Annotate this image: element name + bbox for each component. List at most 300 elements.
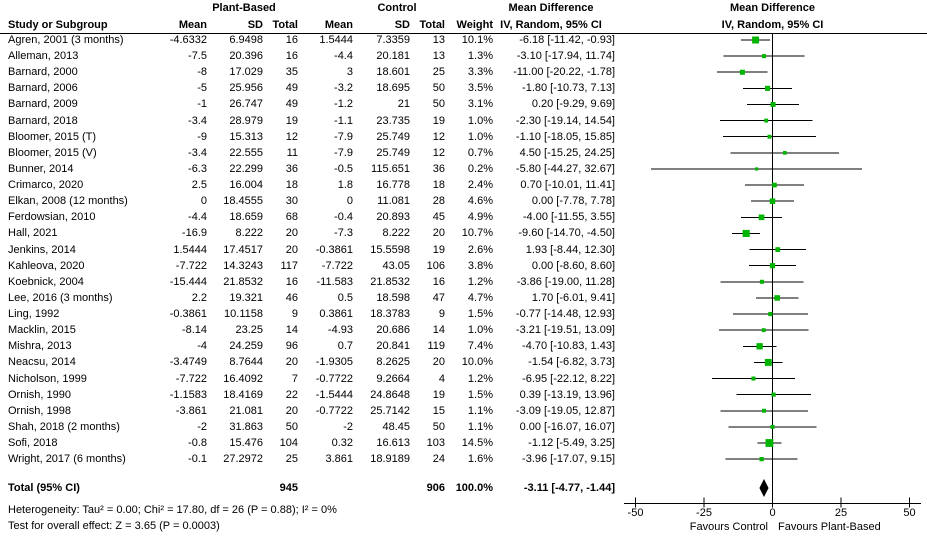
ctrl-mean: -1.1 [334, 114, 353, 127]
md-ci: -6.18 [-11.42, -0.93] [519, 34, 615, 46]
md-ci: 1.93 [-8.44, 12.30] [525, 243, 615, 256]
ctrl-sd: 16.613 [376, 437, 410, 449]
study-name: Ornish, 1998 [8, 404, 71, 417]
ctrl-total: 20 [432, 356, 445, 369]
pb-mean: 2.2 [191, 291, 207, 304]
md-ci: 1.70 [-6.01, 9.41] [531, 291, 615, 304]
ctrl-sd: 15.5598 [370, 243, 410, 256]
pb-sd: 31.863 [229, 420, 263, 433]
md-ci: -2.30 [-19.14, 14.54] [515, 114, 615, 127]
md-ci: -11.00 [-20.22, -1.78] [513, 66, 615, 79]
weight: 3.8% [467, 259, 493, 272]
ctrl-mean: -0.7722 [315, 372, 353, 385]
ctrl-sd: 25.749 [376, 130, 410, 143]
weight: 3.5% [467, 82, 493, 95]
study-row [0, 48, 927, 64]
study-name: Jenkins, 2014 [8, 243, 76, 256]
pb-total: 49 [285, 98, 298, 111]
pb-total: 22 [285, 388, 298, 401]
study-row [0, 209, 927, 225]
group-header-plant-based: Plant-Based [212, 2, 276, 14]
md-ci: 0.00 [-16.07, 16.07] [519, 420, 615, 433]
study-name: Koebnick, 2004 [8, 275, 84, 288]
pb-mean: -0.3861 [169, 308, 207, 321]
ctrl-total: 36 [432, 162, 445, 175]
study-row [0, 322, 927, 338]
pb-total: 7 [291, 372, 298, 385]
col-ctrl-mean-header: Mean [324, 19, 353, 31]
pb-mean: -2 [197, 420, 207, 433]
ctrl-mean: -1.5444 [315, 388, 353, 401]
ctrl-mean: -11.583 [316, 275, 353, 288]
md-ci: 0.00 [-7.78, 7.78] [531, 195, 615, 208]
ctrl-mean: -7.722 [321, 259, 353, 272]
ctrl-total: 19 [432, 114, 445, 127]
pb-total: 50 [285, 420, 298, 433]
axis-tick-label: -50 [627, 507, 644, 519]
ctrl-mean: -7.3 [334, 227, 353, 240]
md-ci: -6.95 [-22.12, 8.22] [522, 372, 615, 385]
study-name: Sofi, 2018 [8, 437, 58, 449]
ctrl-total: 28 [432, 195, 445, 208]
weight: 1.2% [467, 275, 493, 288]
pb-mean: -15.444 [169, 275, 207, 288]
pb-total: 20 [285, 404, 298, 417]
md-ci: -3.86 [-19.00, 11.28] [516, 275, 615, 288]
ctrl-total: 50 [432, 82, 445, 95]
pb-total: 20 [285, 243, 298, 256]
study-name: Wright, 2017 (6 months) [8, 453, 126, 466]
md-ci: -1.54 [-6.82, 3.73] [528, 356, 615, 369]
pb-sd: 21.8532 [223, 275, 263, 288]
md-ci: -3.09 [-19.05, 12.87] [515, 404, 615, 417]
ctrl-sd: 8.2625 [376, 356, 410, 369]
weight: 2.6% [467, 243, 493, 256]
pb-mean: -7.722 [175, 259, 207, 272]
ctrl-mean: -0.5 [334, 162, 353, 175]
ctrl-total: 13 [432, 34, 445, 46]
ctrl-total: 16 [432, 275, 445, 288]
pb-mean: 2.5 [191, 179, 207, 192]
pb-sd: 20.396 [229, 50, 263, 63]
study-name: Lee, 2016 (3 months) [8, 291, 113, 304]
pb-sd: 18.4169 [223, 388, 263, 401]
weight: 1.2% [467, 372, 493, 385]
study-name: Bunner, 2014 [8, 162, 74, 175]
study-name: Agren, 2001 (3 months) [8, 34, 124, 46]
col-pb-sd-header: SD [247, 19, 263, 31]
pb-total: 96 [285, 340, 298, 353]
study-row [0, 64, 927, 80]
pb-mean: -1 [197, 98, 207, 111]
weight: 1.3% [467, 50, 493, 63]
pb-total: 16 [285, 34, 298, 46]
pb-sd: 21.081 [229, 404, 263, 417]
ctrl-mean: 0 [346, 195, 353, 208]
ctrl-sd: 18.3783 [370, 308, 410, 321]
ctrl-mean: -4.4 [334, 50, 353, 63]
pb-total: 49 [285, 82, 298, 95]
pb-mean: -7.722 [175, 372, 207, 385]
pb-mean: -3.4749 [169, 356, 207, 369]
ctrl-mean: -7.9 [334, 146, 353, 159]
ctrl-total: 18 [432, 179, 445, 192]
ctrl-total: 14 [432, 324, 445, 337]
pb-mean: 0 [200, 195, 207, 208]
study-name: Macklin, 2015 [8, 324, 76, 337]
study-name: Bloomer, 2015 (V) [8, 146, 97, 159]
study-name: Mishra, 2013 [8, 340, 72, 353]
weight: 1.6% [467, 453, 493, 466]
pb-total: 104 [279, 437, 298, 449]
study-name: Ferdowsian, 2010 [8, 211, 96, 224]
study-row [0, 96, 927, 112]
ctrl-total: 20 [432, 227, 445, 240]
ctrl-sd: 23.735 [376, 114, 410, 127]
ctrl-sd: 9.2664 [376, 372, 410, 385]
ctrl-sd: 48.45 [382, 420, 410, 433]
weight: 1.0% [467, 324, 493, 337]
ctrl-mean: 3.861 [325, 453, 353, 466]
pb-sd: 24.259 [229, 340, 263, 353]
ctrl-total: 45 [432, 211, 445, 224]
total-md-ci: -3.11 [-4.77, -1.44] [523, 482, 615, 494]
pb-sd: 16.004 [229, 179, 263, 192]
ctrl-sd: 20.893 [376, 211, 410, 224]
ctrl-total: 15 [432, 404, 445, 417]
pb-total: 12 [285, 130, 298, 143]
pb-sd: 10.1158 [224, 308, 263, 321]
ctrl-total: 13 [432, 50, 445, 63]
study-name: Barnard, 2000 [8, 66, 78, 79]
md-ci: -1.10 [-18.05, 15.85] [515, 130, 615, 143]
weight: 10.1% [461, 34, 493, 46]
study-row [0, 451, 927, 467]
study-name: Nicholson, 1999 [8, 372, 87, 385]
pb-sd: 8.7644 [229, 356, 263, 369]
study-row [0, 32, 927, 48]
ctrl-mean: 0.5 [337, 291, 353, 304]
overall-effect-text: Test for overall effect: Z = 3.65 (P = 0.0003) [8, 520, 220, 532]
weight: 10.7% [461, 227, 493, 240]
weight: 1.0% [467, 114, 493, 127]
pb-total: 11 [286, 146, 298, 159]
md-ci: 0.39 [-13.19, 13.96] [519, 388, 615, 401]
md-ci: -3.96 [-17.07, 9.15] [522, 453, 615, 466]
pb-sd: 26.747 [229, 98, 263, 111]
pb-mean: -8 [197, 66, 207, 79]
weight: 1.0% [467, 130, 493, 143]
ctrl-sd: 8.222 [382, 227, 410, 240]
study-name: Crimarco, 2020 [8, 179, 84, 192]
ctrl-mean: -0.4 [334, 211, 353, 224]
pb-sd: 8.222 [235, 227, 263, 240]
md-column-subtitle: IV, Random, 95% CI [500, 19, 602, 31]
md-plot-title: Mean Difference [730, 2, 815, 14]
study-name: Kahleova, 2020 [8, 259, 85, 272]
pb-total: 19 [285, 114, 298, 127]
pb-mean: -7.5 [188, 50, 207, 63]
md-ci: 4.50 [-15.25, 24.25] [519, 146, 615, 159]
ctrl-total: 19 [432, 243, 445, 256]
total-weight: 100.0% [455, 482, 493, 494]
md-ci: -1.80 [-10.73, 7.13] [522, 82, 615, 95]
ctrl-mean: -0.3861 [315, 243, 353, 256]
pb-sd: 17.029 [229, 66, 263, 79]
pb-sd: 14.3243 [223, 259, 263, 272]
ctrl-total: 50 [432, 420, 445, 433]
pb-sd: 22.555 [229, 146, 263, 159]
ctrl-mean: -7.9 [334, 130, 353, 143]
study-row [0, 258, 927, 274]
weight: 3.3% [467, 66, 493, 79]
pb-sd: 23.25 [235, 324, 263, 337]
ctrl-total: 119 [427, 340, 445, 353]
pb-total: 16 [285, 275, 298, 288]
study-name: Barnard, 2006 [8, 82, 78, 95]
md-ci: -4.70 [-10.83, 1.43] [522, 340, 615, 353]
col-ctrl-total-header: Total [419, 19, 445, 31]
weight: 2.4% [467, 179, 493, 192]
pb-total: 16 [285, 50, 298, 63]
pb-sd: 19.321 [229, 291, 263, 304]
pb-sd: 25.956 [229, 82, 263, 95]
md-ci: -4.00 [-11.55, 3.55] [522, 211, 615, 224]
pb-total: 117 [280, 259, 298, 272]
study-row [0, 354, 927, 370]
pb-total: 20 [285, 227, 298, 240]
ctrl-mean: -0.7722 [315, 404, 353, 417]
favours-right-label: Favours Plant-Based [778, 521, 881, 533]
col-pb-total-header: Total [272, 19, 298, 31]
md-ci: -1.12 [-5.49, 3.25] [528, 437, 615, 449]
study-name: Neacsu, 2014 [8, 356, 76, 369]
axis-tick-label: 0 [769, 507, 776, 519]
weight: 3.1% [467, 98, 493, 111]
pb-sd: 17.4517 [223, 243, 263, 256]
ctrl-total: 25 [432, 66, 445, 79]
weight: 1.5% [467, 308, 493, 321]
total-label: Total (95% CI) [8, 482, 80, 494]
ctrl-mean: 0.32 [331, 437, 353, 449]
ctrl-mean: -1.2 [334, 98, 353, 111]
study-row [0, 371, 927, 387]
pb-mean: -9 [197, 130, 207, 143]
pb-total: 36 [285, 162, 298, 175]
ctrl-sd: 21 [397, 98, 410, 111]
ctrl-total: 47 [432, 291, 445, 304]
ctrl-sd: 7.3359 [376, 34, 410, 46]
ctrl-mean: 1.8 [337, 179, 353, 192]
weight: 4.9% [467, 211, 493, 224]
ctrl-sd: 20.686 [376, 324, 410, 337]
ctrl-total: 106 [426, 259, 445, 272]
md-ci: -0.77 [-14.48, 12.93] [515, 308, 615, 321]
pb-mean: 1.5444 [173, 243, 207, 256]
study-row [0, 80, 927, 96]
study-row [0, 161, 927, 177]
ctrl-total: 19 [432, 388, 445, 401]
md-ci: 0.20 [-9.29, 9.69] [531, 98, 615, 111]
ctrl-sd: 25.749 [376, 146, 410, 159]
total-ctrl-n: 906 [426, 482, 445, 494]
md-ci: -3.21 [-19.51, 13.09] [515, 324, 615, 337]
study-name: Hall, 2021 [8, 227, 58, 240]
group-header-control: Control [377, 2, 417, 14]
study-row [0, 306, 927, 322]
ctrl-mean: 0.7 [337, 340, 353, 353]
pb-total: 25 [285, 453, 298, 466]
study-row [0, 242, 927, 258]
ctrl-mean: 1.5444 [319, 34, 353, 46]
ctrl-total: 4 [438, 372, 445, 385]
study-name: Bloomer, 2015 (T) [8, 130, 97, 143]
pb-mean: -1.1583 [169, 388, 207, 401]
ctrl-sd: 24.8648 [370, 388, 410, 401]
weight: 1.1% [467, 420, 493, 433]
study-name: Alleman, 2013 [8, 50, 79, 63]
weight: 0.7% [467, 146, 493, 159]
favours-left-label: Favours Control [689, 521, 768, 533]
pb-mean: -8.14 [181, 324, 207, 337]
pb-mean: -4.4 [188, 211, 207, 224]
pb-sd: 27.2972 [223, 453, 263, 466]
study-row [0, 274, 927, 290]
pb-mean: -4 [197, 340, 207, 353]
md-ci: -5.80 [-44.27, 32.67] [515, 162, 615, 175]
study-row [0, 290, 927, 306]
md-ci: -3.10 [-17.94, 11.74] [516, 50, 615, 63]
weight: 4.7% [467, 291, 493, 304]
pb-mean: -16.9 [181, 227, 207, 240]
pb-total: 20 [285, 356, 298, 369]
axis-tick-label: 25 [834, 507, 848, 519]
column-header-row [0, 17, 927, 33]
pb-mean: -0.1 [188, 453, 207, 466]
md-ci: 0.70 [-10.01, 11.41] [520, 179, 615, 192]
study-name: Elkan, 2008 (12 months) [8, 195, 128, 208]
weight: 7.4% [467, 340, 493, 353]
pb-total: 35 [285, 66, 298, 79]
ctrl-total: 24 [432, 453, 445, 466]
total-pb-n: 945 [279, 482, 298, 494]
ctrl-sd: 18.601 [376, 66, 410, 79]
study-row [0, 338, 927, 354]
ctrl-total: 50 [432, 98, 445, 111]
weight: 1.5% [467, 388, 493, 401]
pb-total: 68 [285, 211, 298, 224]
ctrl-mean: -2 [343, 420, 353, 433]
col-study-header: Study or Subgroup [8, 19, 108, 31]
study-row [0, 403, 927, 419]
pb-sd: 16.4092 [223, 372, 263, 385]
weight: 10.0% [461, 356, 493, 369]
pb-sd: 28.979 [229, 114, 263, 127]
pb-mean: -3.4 [188, 146, 207, 159]
ctrl-sd: 20.841 [376, 340, 410, 353]
study-row [0, 145, 927, 161]
pb-total: 14 [285, 324, 298, 337]
ctrl-sd: 11.081 [377, 195, 410, 208]
pb-sd: 15.313 [229, 130, 263, 143]
md-column-title: Mean Difference [508, 2, 594, 14]
pb-sd: 15.476 [229, 437, 263, 449]
weight: 0.2% [467, 162, 493, 175]
ctrl-mean: -4.93 [327, 324, 353, 337]
ctrl-sd: 18.598 [376, 291, 410, 304]
ctrl-total: 103 [426, 437, 445, 449]
pb-mean: -3.861 [175, 404, 207, 417]
pb-mean: -3.4 [188, 114, 207, 127]
study-name: Shah, 2018 (2 months) [8, 420, 120, 433]
pb-mean: -0.8 [188, 437, 207, 449]
pb-mean: -6.3 [188, 162, 207, 175]
study-name: Ornish, 1990 [8, 388, 71, 401]
ctrl-total: 12 [432, 146, 445, 159]
col-weight-header: Weight [456, 19, 493, 31]
ctrl-sd: 18.695 [376, 82, 410, 95]
study-row [0, 113, 927, 129]
md-plot-subtitle: IV, Random, 95% CI [721, 19, 824, 31]
weight: 14.5% [461, 437, 493, 449]
study-row [0, 435, 927, 451]
study-name: Barnard, 2009 [8, 98, 78, 111]
weight: 4.6% [467, 195, 493, 208]
study-name: Barnard, 2018 [8, 114, 78, 127]
ctrl-mean: 3 [346, 66, 353, 79]
heterogeneity-text: Heterogeneity: Tau² = 0.00; Chi² = 17.80, df = 26 (P = 0.88); I² = 0% [8, 504, 337, 516]
ctrl-sd: 115.651 [371, 162, 410, 175]
pb-sd: 18.659 [229, 211, 263, 224]
col-ctrl-sd-header: SD [394, 19, 410, 31]
pb-total: 46 [285, 291, 298, 304]
col-pb-mean-header: Mean [178, 19, 207, 31]
pb-mean: -4.6332 [169, 34, 207, 46]
study-row [0, 387, 927, 403]
ctrl-sd: 43.05 [382, 259, 410, 272]
pb-total: 18 [285, 179, 298, 192]
study-row [0, 225, 927, 241]
pb-sd: 22.299 [229, 162, 263, 175]
axis-tick-label: -25 [696, 507, 712, 519]
ctrl-sd: 20.181 [376, 50, 410, 63]
md-ci: 0.00 [-8.60, 8.60] [531, 259, 615, 272]
ctrl-sd: 18.9189 [370, 453, 410, 466]
ctrl-mean: -3.2 [334, 82, 353, 95]
ctrl-mean: 0.3861 [319, 308, 353, 321]
axis-tick-label: 50 [903, 507, 916, 519]
study-row [0, 177, 927, 193]
ctrl-sd: 25.7142 [370, 404, 410, 417]
study-name: Ling, 1992 [8, 308, 60, 321]
ctrl-sd: 16.778 [376, 179, 410, 192]
study-row [0, 419, 927, 435]
pb-total: 30 [285, 195, 298, 208]
pb-mean: -5 [197, 82, 207, 95]
ctrl-mean: -1.9305 [315, 356, 353, 369]
study-row [0, 193, 927, 209]
ctrl-total: 12 [432, 130, 445, 143]
ctrl-total: 9 [438, 308, 445, 321]
pb-sd: 6.9498 [229, 34, 263, 46]
pb-sd: 18.4555 [223, 195, 263, 208]
md-ci: -9.60 [-14.70, -4.50] [518, 227, 615, 240]
pb-total: 9 [291, 308, 298, 321]
weight: 1.1% [467, 404, 493, 417]
total-row [0, 480, 927, 496]
ctrl-sd: 21.8532 [370, 275, 410, 288]
study-row [0, 129, 927, 145]
